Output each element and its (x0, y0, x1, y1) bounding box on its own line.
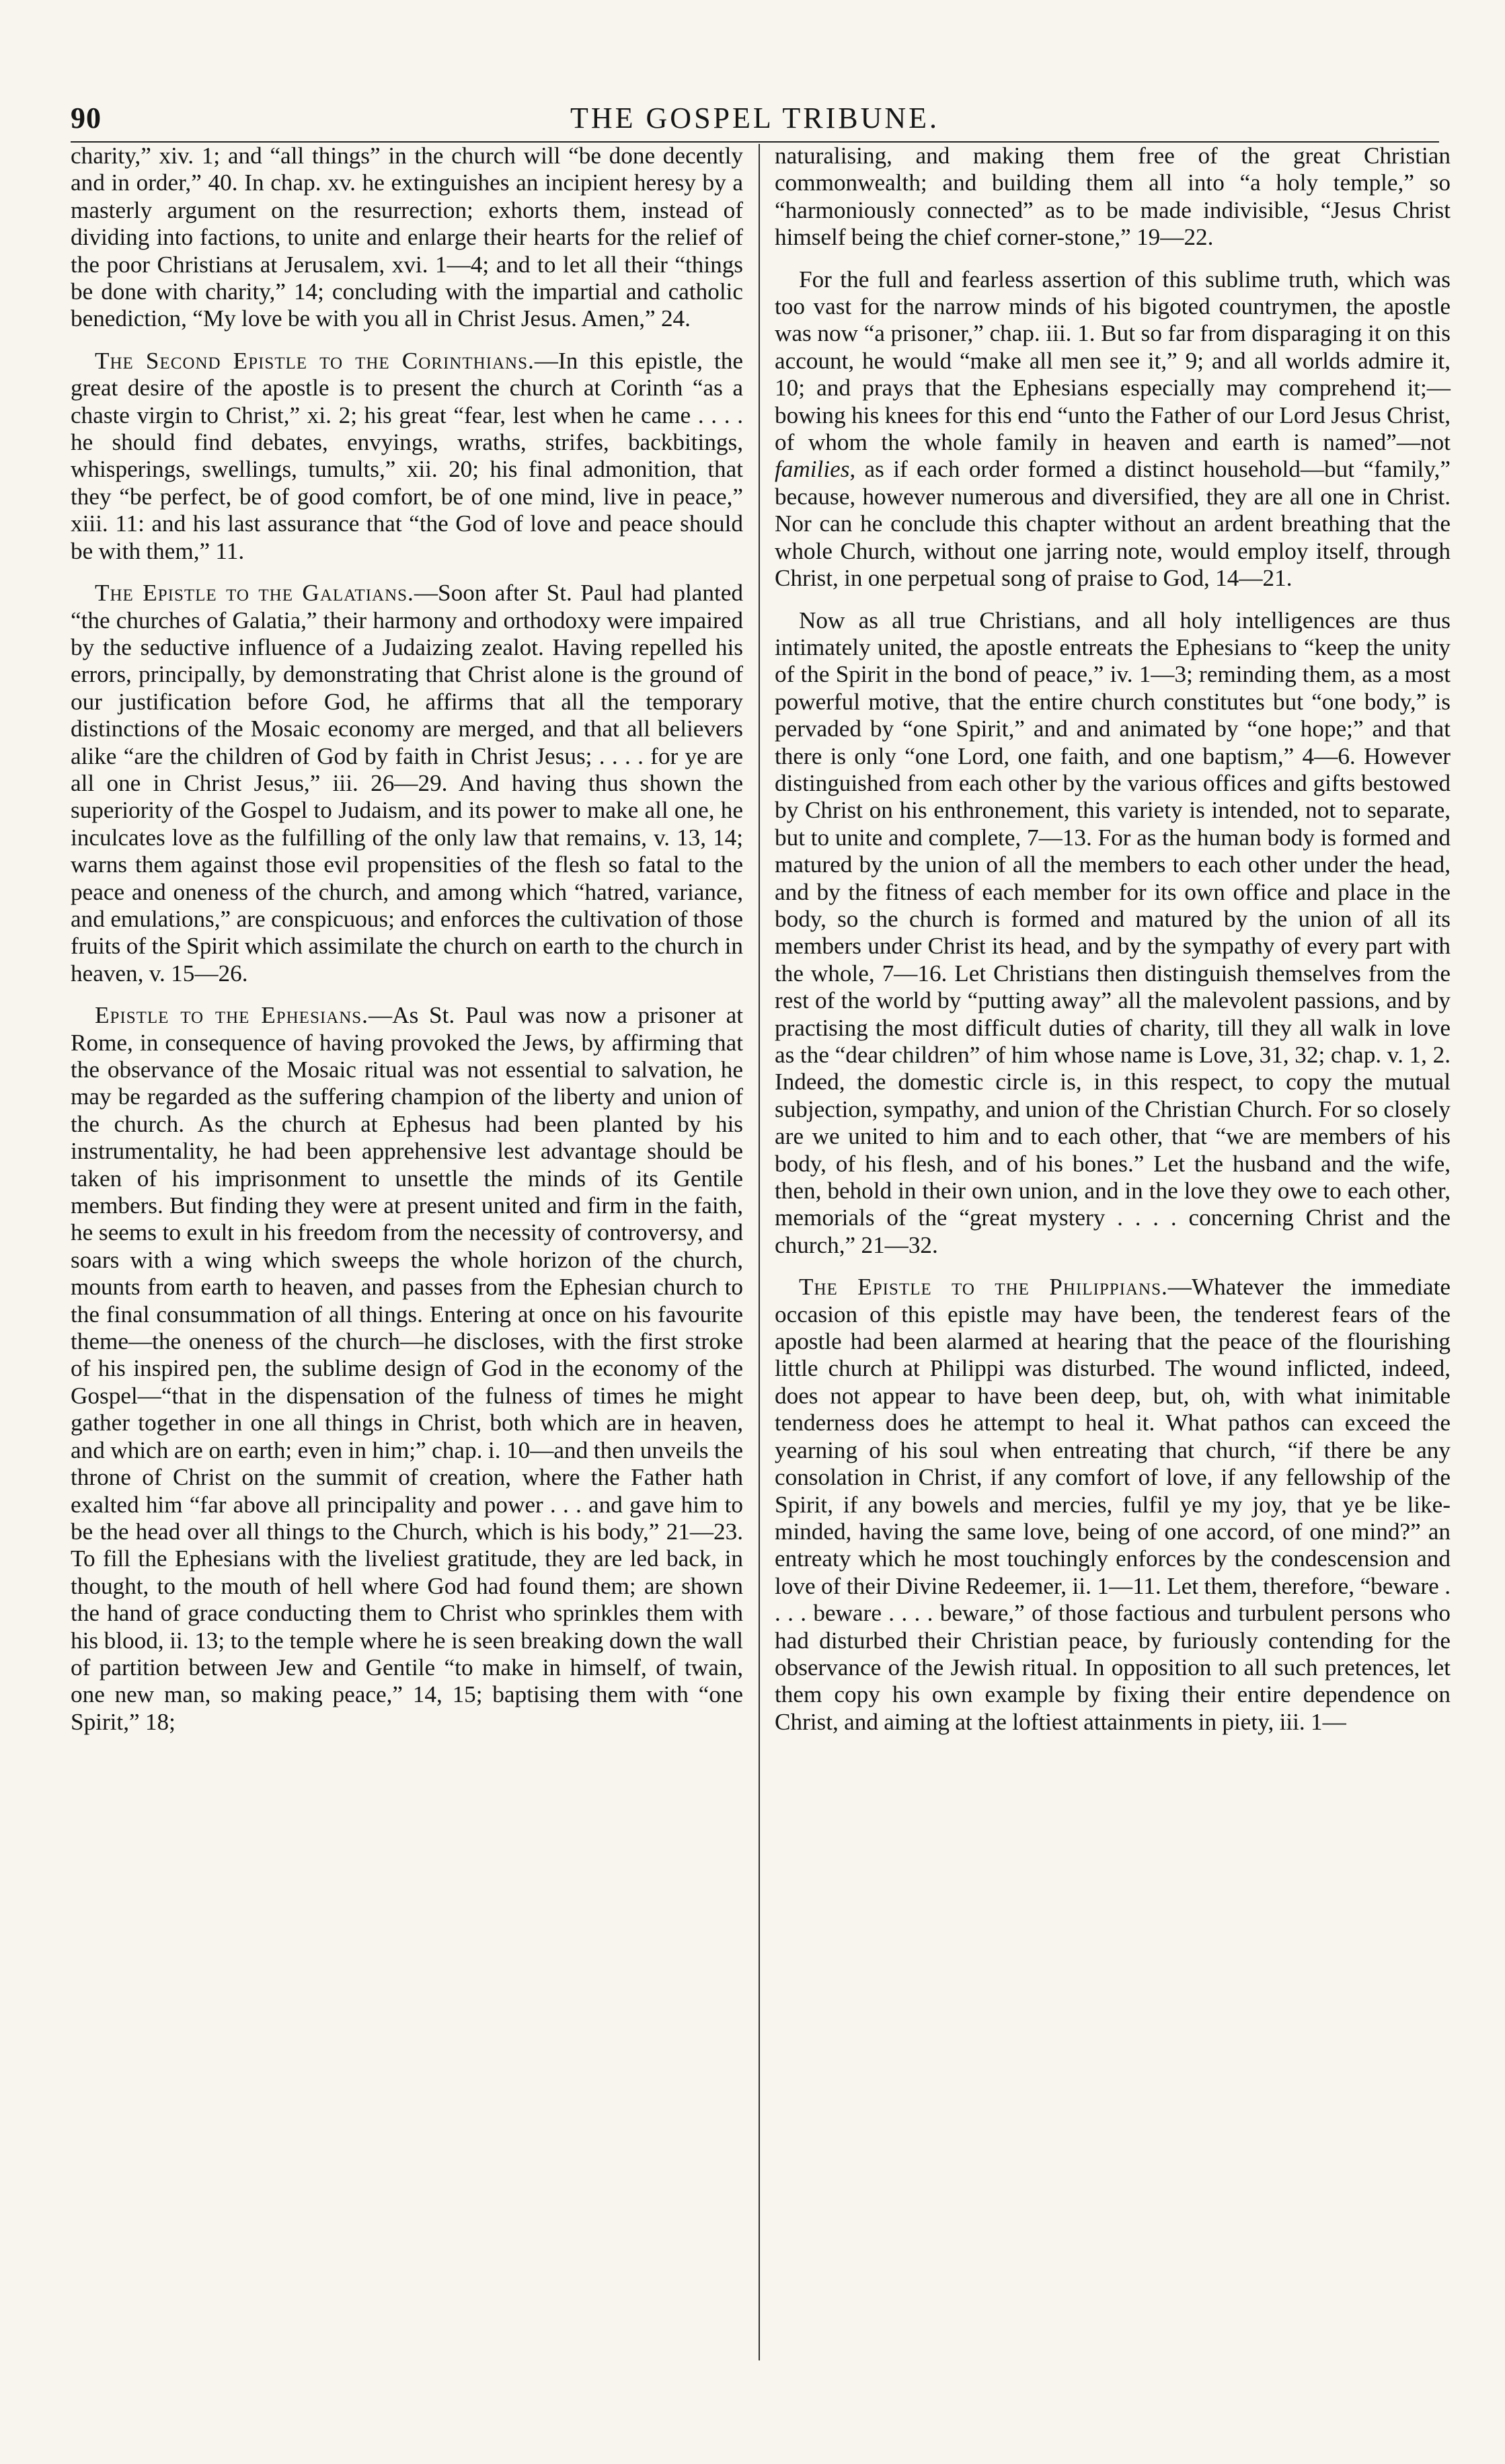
section-text-ephesians: —As St. Paul was now a prisoner at Rome, in consequence of having provoked the Jews, by affirming that the observance of the Mosaic ritual was not essential to salvation, he may be regarded as the suffering champion of the liberty and union of the church. As the church at Ephesus had been planted by his instrumentality, he had been apprehensive lest advantage should be taken of his imprisonment to unsettle the minds of its Gentile members. But finding they were at present united and firm in the faith, he seems to exult in his freedom from the necessity of controversy, and soars with a wing which sweeps the whole horizon of the church, mounts from earth to heaven, and passes from the Ephesian church to the final consummation of all things. Entering at once on his favourite theme—the oneness of the church—he discloses, with the first stroke of his inspired pen, the sublime design of God in the economy of the Gospel—“that in the dispensation of the fulness of times he might gather together in one all things in Christ, both which are in heaven, and which are on earth; even in him;” chap. i. 10—and then unveils the throne of Christ on the summit of creation, where the Father hath exalted him “far above all principality and power . . . and gave him to be the head over all things to the Church, which is his body,” 21—23. To fill the Ephesians with the liveliest gratitude, they are led back, in thought, to the mouth of hell where God had found them; are shown the hand of grace conducting them to Christ who sprinkles them with his blood, ii. 13; to the temple where he is seen breaking down the wall of partition between Jew and Gentile “to make in himself, of twain, one new man, so making peace,” 14, 15; baptising them with “one Spirit,” 18; (71, 1002, 743, 1735)
section-heading-philippians: The Epistle to the Philippians. (799, 1274, 1168, 1301)
paragraph-sublime-truth-part-a: For the full and fearless assertion of this sublime truth, which was too vast for the narrow minds of his bigoted countrymen, the apostle was now “a prisoner,” chap. iii. 1. But so far from disparaging it on this account, he would “make all men see it,” 9; and all worlds admire it, 10; and prays that the Ephesians especially may comprehend it;—bowing his knees for this end “unto the Father of our Lord Jesus Christ, of whom the whole family in heaven and earth is named”—not (775, 266, 1451, 456)
paragraph-sublime-truth (775, 266, 1451, 592)
page-number: 90 (71, 102, 102, 134)
column-divider (759, 144, 760, 2360)
paragraph-sublime-truth-part-b: as if each order formed a distinct household—but “family,” because, however numerous and diversified, they are all one in Christ. Nor can he conclude this chapter without an ardent breathing that the whole Church, without one jarring note, would employ itself, through Christ, in one perpetual song of praise to God, 14—21. (775, 456, 1451, 592)
section-galatians (71, 580, 743, 987)
page-header (71, 101, 1439, 141)
paragraph-ephesians-continued: naturalising, and making them free of the great Christian commonwealth; and building them all into “a holy temple,” so “harmoniously connected” as to be made indivisible, “Jesus Christ himself being the chief corner-stone,” 19—22. (775, 143, 1451, 251)
running-title: THE GOSPEL TRIBUNE. (570, 102, 939, 134)
right-column (775, 143, 1451, 1736)
section-second-corinthians (71, 348, 743, 565)
section-text-galatians: —Soon after St. Paul had planted “the churches of Galatia,” their harmony and orthodoxy were impaired by the seductive influence of a Judaizing zealot. Having repelled his errors, principally, by demonstrating that Christ alone is the ground of our justification before God, he affirms that all the temporary distinctions of the Mosaic economy are merged, and that all believers alike “are the children of God by faith in Christ Jesus; . . . . for ye are all one in Christ Jesus,” iii. 26—29. And having thus shown the superiority of the Gospel to Judaism, and its power to make all one, he inculcates love as the fulfilling of the only law that remains, v. 13, 14; warns them against those evil propensities of the flesh so fatal to the peace and oneness of the church, and among which “hatred, variance, and emulations,” are conspicuous; and enforces the cultivation of those fruits of the Spirit which assimilate the church on earth to the church in heaven, v. 15—26. (71, 580, 744, 987)
section-heading-second-corinthians: The Second Epistle to the Corinthians. (95, 347, 535, 374)
paragraph-unity: Now as all true Christians, and all holy intelligences are thus intimately united, the apostle entreats the Ephesians to “keep the unity of the Spirit in the bond of peace,” iv. 1—3; reminding them, as a most powerful motive, that the entire church constitutes but “one body,” is pervaded by “one Spirit,” and and animated by “one hope;” and that there is only “one Lord, one faith, and one baptism,” 4—6. However distinguished from each other by the various offices and gifts bestowed by Christ on his enthronement, this variety is intended, not to separate, but to unite and complete, 7—13. For as the human body is formed and matured by the union of all the members to each other under the head, and by the fitness of each member for its own office and place in the body, so the church is formed and matured by the union of all its members under Christ its head, and by the sympathy of every part with the whole, 7—16. Let Christians then distinguish themselves from the rest of the world by “putting away” all the malevolent passions, and by practising the most difficult duties of charity, till they all walk in love as the “dear children” of him whose name is Love, 31, 32; chap. v. 1, 2. Indeed, the domestic circle is, in this respect, to copy the mutual subjection, sympathy, and union of the Christian Church. For so closely are we united to him and to each other, that “we are members of his body, of his flesh, and of his bones.” Let the husband and the wife, then, behold in their own union, and in the love they owe to each other, memorials of the “great mystery . . . . concerning Christ and the church,” 21—32. (775, 607, 1451, 1258)
emphasis-families: families, (775, 456, 856, 483)
section-philippians (775, 1274, 1451, 1736)
left-column (71, 143, 743, 1736)
section-heading-ephesians: Epistle to the Ephesians. (95, 1002, 369, 1029)
section-heading-galatians: The Epistle to the Galatians. (95, 580, 414, 607)
paragraph-first-corinthians-end: charity,” xiv. 1; and “all things” in the church will “be done decently and in order,” 40. In chap. xv. he extinguishes an incipient heresy by a masterly argument on the resurrection; exhorts them, instead of dividing into factions, to unite and enlarge their hearts for the relief of the poor Christians at Jerusalem, xvi. 1—4; and to let all their “things be done with charity,” 14; concluding with the impartial and catholic benediction, “My love be with you all in Christ Jesus. Amen,” 24. (71, 143, 743, 332)
section-text-second-corinthians: —In this epistle, the great desire of the apostle is to present the church at Corinth “as a chaste virgin to Christ,” xi. 2; his great “fear, lest when he came . . . . he should find debates, envyings, wraths, strifes, backbitings, whisperings, swellings, tumults,” xii. 20; his final admonition, that they “be perfect, be of good comfort, be of one mind, live in peace,” xiii. 11: and his last assurance that “the God of love and peace should be with them,” 11. (71, 347, 743, 564)
section-ephesians (71, 1002, 743, 1736)
section-text-philippians: —Whatever the immediate occasion of this epistle may have been, the tenderest fears of the apostle had been alarmed at hearing that the peace of the flourishing little church at Philippi was disturbed. The wound inflicted, indeed, does not appear to have been deep, but, oh, with what inimitable tenderness does he attempt to heal it. What pathos can exceed the yearning of his soul when entreating that church, “if there be any consolation in Christ, if any comfort of love, if any fellowship of the Spirit, if any bowels and mercies, fulfil ye my joy, that ye be like-minded, having the same love, being of one accord, of one mind?” an entreaty which he most touchingly enforces by the condescension and love of their Divine Redeemer, ii. 1—11. Let them, therefore, “beware . . . . beware . . . . beware,” of those factious and turbulent persons who had disturbed their Christian peace, by furiously contending for the observance of the Jewish ritual. In opposition to all such pretences, let them copy his own example by fixing their entire dependence on Christ, and aiming at the loftiest attainments in piety, iii. 1— (775, 1274, 1451, 1735)
